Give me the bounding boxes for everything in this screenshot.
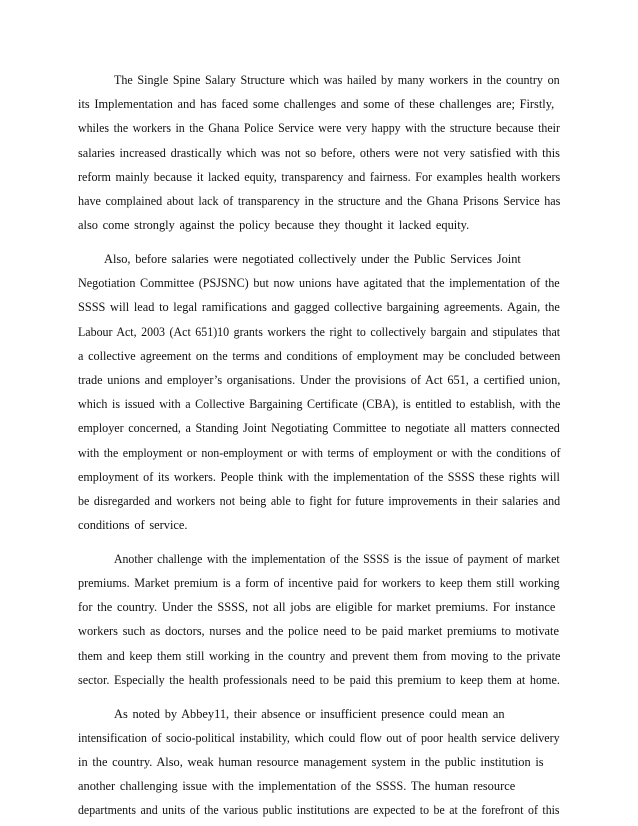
paragraph-3-line-4: workers such as doctors, nurses and the police need to be paid market premiums to motivate bbox=[78, 624, 559, 639]
paragraph-1-line-6: have complained about lack of transparency in the structure and the Ghana Prisons Service has bbox=[78, 194, 561, 208]
paragraph-2-line-7: which is issued with a Collective Bargaining Certificate (CBA), is entitled to establish, with the bbox=[78, 397, 561, 412]
paragraph-1-line-7: also come strongly against the policy because they thought it lacked equity. bbox=[78, 218, 470, 233]
paragraph-3-line-5: them and keep them still working in the country and prevent them from moving to the private bbox=[78, 648, 561, 663]
paragraph-4-line-5: departments and units of the various public institutions are expected to be at the forefront of this bbox=[78, 803, 560, 818]
paragraph-1-line-3: whiles the workers in the Ghana Police Service were very happy with the structure because their bbox=[78, 121, 560, 136]
paragraph-2-line-12: conditions of service. bbox=[78, 518, 188, 533]
paragraph-1-line-2: its Implementation and has faced some challenges and some of these challenges are; Firstly, bbox=[78, 97, 555, 112]
paragraph-2-line-11: be disregarded and workers not being able to fight for future improvements in their salaries and bbox=[78, 493, 561, 508]
paragraph-3-line-3: for the country. Under the SSSS, not all jobs are eligible for market premiums. For instance bbox=[78, 600, 556, 615]
paragraph-4-line-2: intensification of socio-political instability, which could flow out of poor health service delivery bbox=[78, 730, 560, 745]
paragraph-2-line-8: employer concerned, a Standing Joint Negotiating Committee to negotiate all matters connected bbox=[78, 421, 560, 436]
paragraph-2-line-2: Negotiation Committee (PSJSNC) but now unions have agitated that the implementation of the bbox=[78, 276, 560, 291]
paragraph-3-line-2: premiums. Market premium is a form of incentive paid for workers to keep them still working bbox=[78, 576, 560, 590]
paragraph-3-line-1: Another challenge with the implementation of the SSSS is the issue of payment of market bbox=[114, 551, 560, 566]
paragraph-4-line-3: in the country. Also, weak human resource management system in the public institution is bbox=[78, 754, 544, 769]
paragraph-4-line-1: As noted by Abbey11, their absence or insufficient presence could mean an bbox=[114, 706, 505, 721]
paragraph-2-line-5: a collective agreement on the terms and conditions of employment may be concluded between bbox=[78, 348, 561, 363]
paragraph-1-line-5: reform mainly because it lacked equity, transparency and fairness. For examples health workers bbox=[78, 169, 561, 184]
paragraph-2-line-9: with the employment or non-employment or with terms of employment or with the conditions of bbox=[78, 445, 561, 460]
paragraph-2-line-3: SSSS will lead to legal ramifications and gagged collective bargaining agreements. Again, the bbox=[78, 300, 560, 315]
paragraph-2-line-1: Also, before salaries were negotiated collectively under the Public Services Joint bbox=[104, 251, 521, 266]
paragraph-2-line-10: employment of its workers. People think with the implementation of the SSSS these rights will bbox=[78, 469, 560, 484]
paragraph-1-line-1: The Single Spine Salary Structure which was hailed by many workers in the country on bbox=[114, 73, 560, 87]
paragraph-4-line-4: another challenging issue with the implementation of the SSSS. The human resource bbox=[78, 779, 516, 794]
paragraph-2-line-4: Labour Act, 2003 (Act 651)10 grants workers the right to collectively bargain and stipulates that bbox=[78, 324, 561, 339]
paragraph-1-line-4: salaries increased drastically which was not so before, others were not very satisfied with this bbox=[78, 145, 560, 160]
paragraph-3-line-6: sector. Especially the health professionals need to be paid this premium to keep them at home. bbox=[78, 672, 560, 687]
paragraph-2-line-6: trade unions and employer’s organisations. Under the provisions of Act 651, a certified union, bbox=[78, 372, 561, 387]
